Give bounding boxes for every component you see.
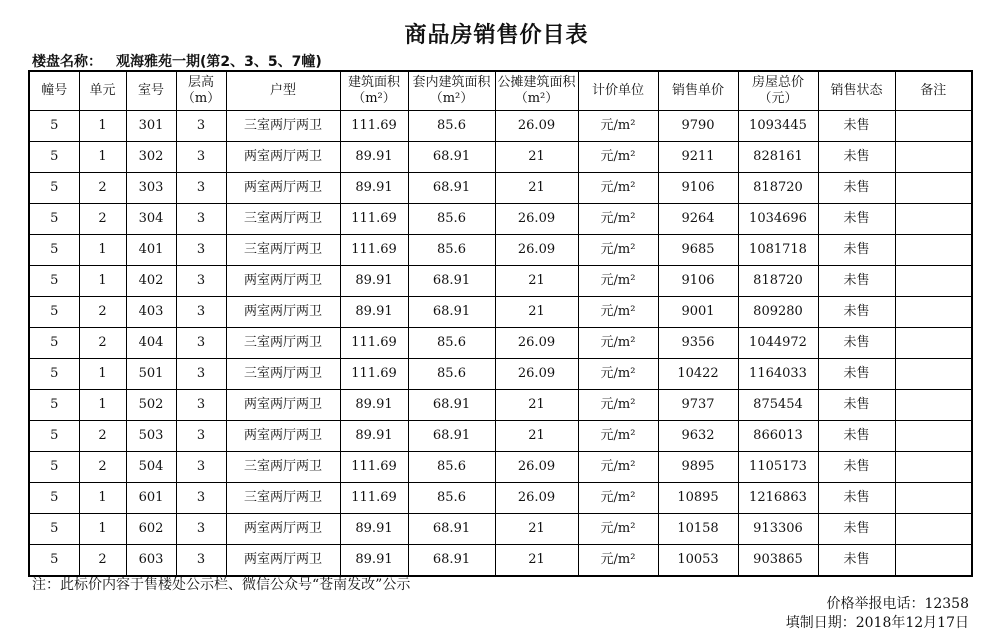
table-cell: 9685 [658, 235, 738, 266]
table-cell: 5 [29, 328, 79, 359]
table-cell: 两室两厅两卫 [226, 142, 340, 173]
table-cell: 111.69 [340, 235, 408, 266]
table-cell: 818720 [738, 266, 818, 297]
table-cell: 402 [126, 266, 176, 297]
report-phone: 价格举报电话：12358 [826, 596, 969, 612]
table-cell: 未售 [818, 421, 895, 452]
table-cell: 603 [126, 545, 176, 577]
table-cell: 21 [495, 390, 578, 421]
column-header: 计价单位 [578, 71, 658, 111]
table-row [29, 204, 972, 235]
table-cell: 21 [495, 173, 578, 204]
table-cell: 两室两厅两卫 [226, 390, 340, 421]
table-cell: 5 [29, 111, 79, 142]
table-cell: 未售 [818, 390, 895, 421]
table-cell: 3 [176, 545, 226, 577]
table-cell [895, 111, 972, 142]
table-cell [895, 390, 972, 421]
table-cell: 3 [176, 452, 226, 483]
table-cell [895, 359, 972, 390]
table-cell: 21 [495, 142, 578, 173]
table-cell: 未售 [818, 235, 895, 266]
table-cell: 809280 [738, 297, 818, 328]
table-cell: 5 [29, 173, 79, 204]
table-cell: 3 [176, 204, 226, 235]
table-cell: 元/m² [578, 328, 658, 359]
table-cell: 元/m² [578, 111, 658, 142]
table-row [29, 266, 972, 297]
table-row [29, 111, 972, 142]
column-header: 幢号 [29, 71, 79, 111]
table-cell: 68.91 [408, 173, 495, 204]
table-cell: 111.69 [340, 452, 408, 483]
table-cell: 元/m² [578, 266, 658, 297]
table-cell: 元/m² [578, 297, 658, 328]
table-cell: 404 [126, 328, 176, 359]
table-cell: 10158 [658, 514, 738, 545]
table-cell: 111.69 [340, 359, 408, 390]
table-row [29, 390, 972, 421]
table-cell: 68.91 [408, 421, 495, 452]
table-cell: 401 [126, 235, 176, 266]
table-cell: 2 [79, 452, 126, 483]
table-cell [895, 514, 972, 545]
table-cell: 502 [126, 390, 176, 421]
table-cell: 9106 [658, 173, 738, 204]
table-cell: 85.6 [408, 483, 495, 514]
table-cell: 866013 [738, 421, 818, 452]
table-cell: 5 [29, 514, 79, 545]
table-cell: 3 [176, 297, 226, 328]
table-cell: 1216863 [738, 483, 818, 514]
table-cell: 1 [79, 111, 126, 142]
table-cell: 26.09 [495, 359, 578, 390]
column-header: 备注 [895, 71, 972, 111]
table-cell [895, 328, 972, 359]
table-cell: 3 [176, 390, 226, 421]
table-cell [895, 545, 972, 577]
table-cell: 3 [176, 359, 226, 390]
table-cell: 21 [495, 421, 578, 452]
table-cell: 5 [29, 421, 79, 452]
table-cell: 26.09 [495, 483, 578, 514]
price-table [28, 70, 973, 577]
table-cell: 未售 [818, 266, 895, 297]
table-cell: 未售 [818, 359, 895, 390]
fill-date: 填制日期：2018年12月17日 [785, 615, 969, 631]
table-cell: 21 [495, 297, 578, 328]
table-row [29, 452, 972, 483]
table-cell: 三室两厅两卫 [226, 111, 340, 142]
table-cell: 1034696 [738, 204, 818, 235]
table-cell: 503 [126, 421, 176, 452]
table-cell: 三室两厅两卫 [226, 483, 340, 514]
table-cell: 未售 [818, 514, 895, 545]
table-row [29, 545, 972, 577]
table-cell: 9895 [658, 452, 738, 483]
table-cell: 602 [126, 514, 176, 545]
table-cell: 111.69 [340, 111, 408, 142]
table-cell: 三室两厅两卫 [226, 359, 340, 390]
table-cell: 1093445 [738, 111, 818, 142]
table-cell: 元/m² [578, 452, 658, 483]
table-cell: 89.91 [340, 514, 408, 545]
table-cell: 2 [79, 297, 126, 328]
table-cell [895, 204, 972, 235]
table-cell: 9264 [658, 204, 738, 235]
table-cell: 26.09 [495, 235, 578, 266]
table-cell: 1081718 [738, 235, 818, 266]
table-cell: 3 [176, 266, 226, 297]
table-cell: 3 [176, 514, 226, 545]
table-cell: 3 [176, 173, 226, 204]
table-cell: 828161 [738, 142, 818, 173]
table-cell: 26.09 [495, 111, 578, 142]
table-cell: 1 [79, 235, 126, 266]
table-cell: 26.09 [495, 328, 578, 359]
table-cell: 元/m² [578, 204, 658, 235]
table-header-row [29, 71, 972, 111]
table-cell: 元/m² [578, 142, 658, 173]
table-cell: 元/m² [578, 173, 658, 204]
table-cell: 403 [126, 297, 176, 328]
table-cell: 1044972 [738, 328, 818, 359]
table-cell: 1 [79, 266, 126, 297]
table-cell: 89.91 [340, 545, 408, 577]
table-cell: 601 [126, 483, 176, 514]
table-cell: 3 [176, 235, 226, 266]
table-cell: 85.6 [408, 452, 495, 483]
table-cell: 9737 [658, 390, 738, 421]
table-body [29, 111, 972, 577]
table-cell: 9356 [658, 328, 738, 359]
table-cell: 两室两厅两卫 [226, 514, 340, 545]
table-cell: 两室两厅两卫 [226, 173, 340, 204]
table-cell: 1164033 [738, 359, 818, 390]
table-cell: 111.69 [340, 328, 408, 359]
table-cell: 元/m² [578, 545, 658, 577]
table-row [29, 173, 972, 204]
table-cell: 未售 [818, 204, 895, 235]
table-cell: 两室两厅两卫 [226, 545, 340, 577]
table-cell: 3 [176, 142, 226, 173]
table-cell: 未售 [818, 545, 895, 577]
table-cell: 1 [79, 514, 126, 545]
column-header: 层高（m） [176, 71, 226, 111]
table-cell: 9211 [658, 142, 738, 173]
table-cell: 9632 [658, 421, 738, 452]
table-cell: 5 [29, 142, 79, 173]
table-cell: 5 [29, 452, 79, 483]
column-header: 套内建筑面积（m²） [408, 71, 495, 111]
table-row [29, 142, 972, 173]
table-cell: 2 [79, 421, 126, 452]
table-row [29, 328, 972, 359]
footer-note: 注：此标价内容于售楼处公示栏、微信公众号“苍南发改”公示 [32, 577, 411, 593]
table-cell: 504 [126, 452, 176, 483]
table-cell: 5 [29, 390, 79, 421]
table-cell: 未售 [818, 173, 895, 204]
project-name-line [32, 51, 322, 71]
table-cell: 5 [29, 359, 79, 390]
table-cell: 1 [79, 483, 126, 514]
table-cell: 5 [29, 266, 79, 297]
column-header: 公摊建筑面积（m²） [495, 71, 578, 111]
table-cell: 元/m² [578, 421, 658, 452]
column-header: 室号 [126, 71, 176, 111]
table-cell: 89.91 [340, 390, 408, 421]
column-header: 单元 [79, 71, 126, 111]
table-cell: 26.09 [495, 452, 578, 483]
table-cell: 85.6 [408, 235, 495, 266]
project-label: 楼盘名称： [32, 54, 102, 70]
table-cell: 111.69 [340, 204, 408, 235]
table-cell: 未售 [818, 328, 895, 359]
table-cell [895, 483, 972, 514]
table-cell: 10053 [658, 545, 738, 577]
table-cell: 10895 [658, 483, 738, 514]
table-cell: 301 [126, 111, 176, 142]
table-cell: 1 [79, 390, 126, 421]
table-cell: 未售 [818, 297, 895, 328]
table-cell: 3 [176, 421, 226, 452]
column-header: 户型 [226, 71, 340, 111]
table-cell [895, 235, 972, 266]
table-cell: 85.6 [408, 328, 495, 359]
table-cell: 68.91 [408, 545, 495, 577]
table-cell: 85.6 [408, 359, 495, 390]
table-cell: 3 [176, 111, 226, 142]
table-cell: 913306 [738, 514, 818, 545]
table-cell: 501 [126, 359, 176, 390]
table-cell: 5 [29, 297, 79, 328]
table-cell: 2 [79, 545, 126, 577]
table-row [29, 297, 972, 328]
table-cell [895, 297, 972, 328]
table-cell: 两室两厅两卫 [226, 421, 340, 452]
table-cell [895, 142, 972, 173]
table-cell: 85.6 [408, 111, 495, 142]
table-cell: 68.91 [408, 390, 495, 421]
table-cell: 875454 [738, 390, 818, 421]
table-cell: 1105173 [738, 452, 818, 483]
table-row [29, 235, 972, 266]
table-cell: 5 [29, 204, 79, 235]
column-header: 房屋总价（元） [738, 71, 818, 111]
table-cell: 9790 [658, 111, 738, 142]
table-cell: 元/m² [578, 235, 658, 266]
table-cell: 10422 [658, 359, 738, 390]
table-cell: 3 [176, 483, 226, 514]
table-cell: 三室两厅两卫 [226, 452, 340, 483]
table-row [29, 514, 972, 545]
table-cell: 9001 [658, 297, 738, 328]
table-cell [895, 266, 972, 297]
table-cell: 26.09 [495, 204, 578, 235]
table-row [29, 359, 972, 390]
table-row [29, 421, 972, 452]
table-cell: 68.91 [408, 514, 495, 545]
table-cell: 1 [79, 359, 126, 390]
table-cell: 89.91 [340, 266, 408, 297]
table-cell: 89.91 [340, 173, 408, 204]
table-cell: 元/m² [578, 514, 658, 545]
column-header: 销售状态 [818, 71, 895, 111]
table-cell: 元/m² [578, 359, 658, 390]
page-title: 商品房销售价目表 [404, 23, 589, 48]
table-cell: 两室两厅两卫 [226, 297, 340, 328]
table-cell: 9106 [658, 266, 738, 297]
table-cell: 303 [126, 173, 176, 204]
table-cell: 元/m² [578, 483, 658, 514]
table-cell: 未售 [818, 111, 895, 142]
table-cell [895, 173, 972, 204]
table-cell: 三室两厅两卫 [226, 328, 340, 359]
column-header: 建筑面积（m²） [340, 71, 408, 111]
table-cell: 两室两厅两卫 [226, 266, 340, 297]
table-cell: 1 [79, 142, 126, 173]
table-cell: 818720 [738, 173, 818, 204]
table-cell: 5 [29, 235, 79, 266]
table-cell: 68.91 [408, 297, 495, 328]
table-cell: 302 [126, 142, 176, 173]
table-cell: 903865 [738, 545, 818, 577]
table-cell: 元/m² [578, 390, 658, 421]
table-cell: 三室两厅两卫 [226, 204, 340, 235]
table-cell: 85.6 [408, 204, 495, 235]
table-cell: 3 [176, 328, 226, 359]
table-cell: 89.91 [340, 142, 408, 173]
table-cell: 未售 [818, 483, 895, 514]
table-cell: 2 [79, 204, 126, 235]
table-cell: 未售 [818, 452, 895, 483]
table-cell: 三室两厅两卫 [226, 235, 340, 266]
table-cell [895, 452, 972, 483]
table-cell: 5 [29, 545, 79, 577]
table-cell: 未售 [818, 142, 895, 173]
table-row [29, 483, 972, 514]
table-cell: 68.91 [408, 142, 495, 173]
column-header: 销售单价 [658, 71, 738, 111]
table-cell: 21 [495, 514, 578, 545]
table-cell: 111.69 [340, 483, 408, 514]
table-cell: 21 [495, 266, 578, 297]
project-name: 观海雅苑一期(第2、3、5、7幢) [116, 54, 322, 70]
table-cell: 21 [495, 545, 578, 577]
table-cell: 5 [29, 483, 79, 514]
table-cell: 2 [79, 328, 126, 359]
table-cell [895, 421, 972, 452]
table-cell: 68.91 [408, 266, 495, 297]
table-cell: 89.91 [340, 421, 408, 452]
table-cell: 2 [79, 173, 126, 204]
table-cell: 304 [126, 204, 176, 235]
table-cell: 89.91 [340, 297, 408, 328]
